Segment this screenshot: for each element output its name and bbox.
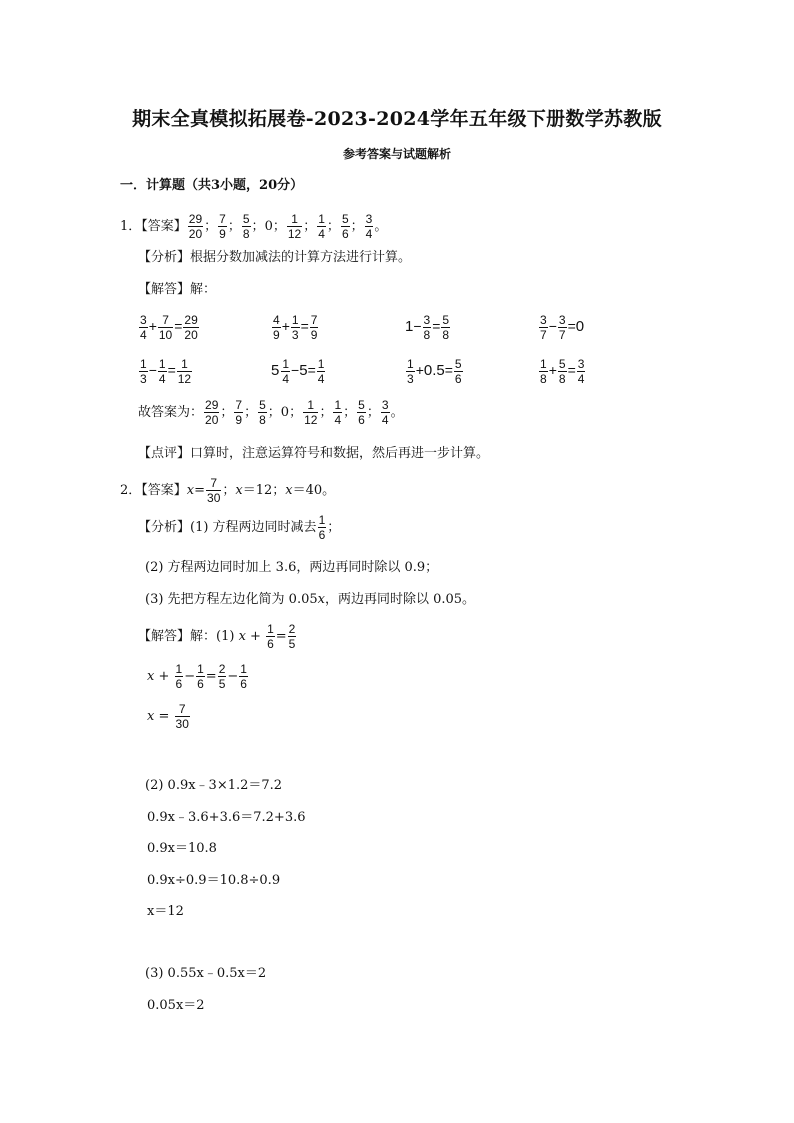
answer-fraction [303, 398, 318, 427]
numerator: 1 [175, 662, 183, 676]
numerator: 1 [317, 356, 325, 371]
answer-fraction [287, 212, 302, 241]
variable-x: x [147, 669, 155, 684]
q1-answer-line [120, 212, 387, 242]
variable-x: x [186, 483, 195, 498]
q1-analysis: 【分析】根据分数加减法的计算方法进行计算。 [138, 250, 412, 265]
denominator: 6 [197, 677, 204, 691]
numerator: 7 [235, 398, 243, 412]
numerator: 29 [188, 212, 203, 226]
q1-conclusion-label: 故答案为： [138, 405, 204, 420]
equals-sign: = [167, 362, 176, 378]
fraction [158, 357, 167, 386]
numerator: 7 [219, 212, 226, 226]
denominator: 8 [558, 371, 566, 386]
separator: ； [366, 405, 380, 420]
operator: − [148, 362, 157, 378]
separator: ； [326, 219, 340, 234]
numerator: 3 [423, 312, 431, 327]
equals-sign: = [307, 362, 316, 378]
numerator: 7 [206, 476, 221, 491]
numerator: 5 [242, 212, 250, 226]
numerator: 3 [140, 312, 147, 327]
numerator: 2 [288, 622, 296, 636]
answer-fraction [218, 212, 227, 241]
fraction [288, 622, 297, 651]
calc-equation [271, 310, 319, 342]
q2-answer-part-3: ＝40。 [292, 483, 336, 498]
number: 1 [405, 318, 414, 335]
calc-equation [405, 354, 464, 387]
variable-x: x [147, 709, 155, 724]
denominator: 4 [365, 227, 373, 241]
denominator: 3 [291, 327, 299, 342]
q2-solution-result: x = $\frac{7}{30}$ [147, 702, 189, 731]
denominator: 10 [158, 327, 173, 342]
operator: + [148, 318, 157, 334]
numerator: 5 [442, 312, 450, 327]
denominator: 4 [158, 371, 166, 386]
denominator: 9 [310, 327, 318, 342]
q1-answer-label: 1．【答案】 [120, 219, 187, 234]
separator: ； [251, 219, 265, 234]
q2-part3-line-2: 0.05x＝2 [147, 998, 205, 1013]
operator: − [413, 318, 422, 334]
calc-equation [138, 310, 200, 342]
fraction [558, 357, 567, 386]
operator: + [281, 318, 290, 334]
q2-part3-line-1: (3) 0.55x﹣0.5x＝2 [145, 966, 267, 981]
fraction [291, 313, 300, 342]
numerator: 5 [259, 398, 266, 412]
denominator: 20 [205, 413, 219, 427]
denominator: 6 [454, 371, 462, 386]
denominator: 4 [317, 371, 325, 386]
equals-sign: = [300, 318, 309, 334]
q2-solution-part-1-header: 【解答】解：(1) x + $\frac{1}{6}$ = $\frac{2}{5}$ [138, 622, 296, 651]
denominator: 4 [282, 371, 290, 386]
q1-comment: 【点评】口算时，注意运算符号和数据，然后再进一步计算。 [138, 446, 490, 461]
numerator: 5 [358, 398, 365, 412]
equals-sign: = [432, 318, 441, 334]
operator: + [415, 362, 424, 378]
denominator: 4 [318, 227, 325, 241]
page-title: 期末全真模拟拓展卷-2023-2024学年五年级下册数学苏教版 [132, 108, 662, 130]
denominator: 8 [259, 413, 266, 427]
number: 0.5 [423, 362, 445, 379]
mixed-number [271, 355, 291, 387]
numerator: 5 [341, 212, 349, 226]
numerator: 1 [140, 356, 147, 371]
denominator: 9 [219, 227, 226, 241]
q2-answer-fraction [206, 476, 221, 505]
q2-part2-line-3: 0.9x＝10.8 [147, 841, 217, 856]
q2-answer-part-2: ＝12； [242, 483, 286, 498]
numerator: 1 [407, 356, 414, 371]
denominator: 4 [334, 413, 342, 427]
separator: ； [244, 405, 258, 420]
numerator: 1 [282, 356, 290, 371]
numerator: 1 [318, 212, 325, 226]
fraction [196, 662, 205, 691]
separator: ； [289, 405, 303, 420]
denominator: 6 [267, 637, 274, 651]
separator: ； [350, 219, 364, 234]
calc-equation [538, 354, 586, 386]
denominator: 30 [207, 491, 221, 505]
numerator: 1 [287, 212, 302, 227]
answer-fraction [258, 398, 267, 427]
numerator: 3 [540, 312, 547, 327]
operator: − [291, 362, 300, 378]
fraction [310, 313, 319, 342]
fraction [406, 357, 415, 386]
denominator: 9 [235, 413, 243, 427]
numerator: 1 [291, 312, 299, 327]
q1-conclusion [138, 398, 404, 428]
numerator: 3 [558, 312, 566, 327]
equals-sign: = [567, 362, 576, 378]
denominator: 12 [287, 227, 302, 241]
answer-fraction [341, 212, 350, 241]
numerator: 1 [197, 662, 204, 676]
separator: ； [327, 520, 341, 535]
fraction [183, 313, 198, 342]
numerator: 3 [577, 356, 585, 371]
q2-analysis-1-text: 【分析】(1) 方程两边同时减去 [138, 520, 317, 535]
fraction [317, 357, 326, 386]
numerator: 7 [158, 313, 173, 328]
separator: ； [220, 405, 234, 420]
separator: ； [267, 405, 281, 420]
denominator: 5 [218, 677, 226, 691]
denominator: 4 [577, 371, 585, 386]
numerator: 3 [381, 398, 389, 412]
fraction [558, 313, 567, 342]
fraction [177, 357, 192, 386]
separator: ； [227, 219, 241, 234]
equals-sign: = [444, 362, 453, 378]
numerator: 4 [273, 312, 280, 327]
q2-part2-line-1: (2) 0.9x﹣3×1.2＝7.2 [145, 778, 283, 793]
fraction [158, 313, 173, 342]
fraction [539, 313, 548, 342]
fraction [266, 622, 275, 651]
separator: ； [272, 219, 286, 234]
q2-part2-line-4: 0.9x÷0.9＝10.8÷0.9 [147, 873, 281, 888]
q2-solution-label: 【解答】解：(1) [138, 629, 239, 644]
answer-fraction [381, 398, 390, 427]
denominator: 8 [442, 327, 450, 342]
q2-solution-step: x + $\frac{1}{6}$ − $\frac{1}{6}$ = $\frac{2}{5}$ − $\frac{1}{6}$ [147, 662, 247, 691]
separator: ； [222, 483, 236, 498]
numerator: 1 [540, 356, 547, 371]
answer-fraction [357, 398, 366, 427]
answer-value: 0 [280, 405, 290, 420]
denominator: 20 [188, 227, 203, 241]
denominator: 6 [341, 227, 349, 241]
section-heading: 一．计算题（共3小题，20分） [120, 178, 304, 193]
answer-fraction [365, 212, 374, 241]
fraction [272, 313, 281, 342]
denominator: 5 [288, 637, 296, 651]
calc-equation [271, 354, 326, 387]
q2-answer-line [120, 476, 335, 506]
fraction [441, 313, 450, 342]
variable-x: x [235, 483, 243, 498]
denominator: 8 [540, 371, 547, 386]
operator: + [548, 362, 557, 378]
calc-equation [138, 354, 193, 386]
numerator: 2 [218, 662, 226, 676]
fraction [239, 662, 248, 691]
denominator: 7 [558, 327, 566, 342]
page-subtitle: 参考答案与试题解析 [342, 147, 451, 161]
fraction [218, 662, 227, 691]
numerator: 3 [365, 212, 373, 226]
equals-sign: = [194, 483, 206, 498]
calc-equation [538, 310, 584, 343]
numerator: 5 [558, 356, 566, 371]
number: 5 [299, 362, 308, 379]
denominator: 7 [540, 327, 547, 342]
fraction [139, 313, 148, 342]
numerator: 1 [158, 356, 166, 371]
numerator: 29 [205, 398, 219, 412]
answer-fraction [242, 212, 251, 241]
q2-analysis-3-text: (3) 先把方程左边化简为 0.05 [145, 592, 318, 607]
fraction [423, 313, 432, 342]
fraction [454, 357, 463, 386]
answer-fraction [204, 398, 219, 427]
numerator: 1 [267, 622, 274, 636]
separator: ； [204, 219, 218, 234]
answer-fraction [317, 212, 326, 241]
q2-analysis-2: (2) 方程两边同时加上 3.6，两边再同时除以 0.9； [145, 560, 439, 575]
denominator: 6 [318, 528, 326, 542]
q2-answer-label: 2．【答案】 [120, 483, 187, 498]
denominator: 6 [358, 413, 365, 427]
denominator: 6 [240, 677, 247, 691]
fraction [539, 357, 548, 386]
q2-analysis-1 [138, 513, 340, 543]
operator: − [548, 318, 557, 334]
fraction [175, 702, 190, 731]
separator: ； [303, 219, 317, 234]
separator: ； [319, 405, 333, 420]
denominator: 30 [175, 717, 189, 731]
numerator: 7 [310, 312, 318, 327]
q1-answer-list [187, 212, 388, 241]
q2-analysis-3-end: ，两边再同时除以 0.05。 [324, 592, 476, 607]
equals-sign: = [567, 318, 576, 334]
variable-x: x [285, 483, 293, 498]
fraction [577, 357, 586, 386]
numerator: 1 [318, 513, 326, 527]
numerator: 1 [240, 662, 247, 676]
q2-part2-line-5: x＝12 [147, 904, 184, 919]
q2-analysis-3 [145, 592, 475, 608]
denominator: 8 [242, 227, 250, 241]
denominator: 3 [140, 371, 147, 386]
numerator: 1 [177, 357, 192, 372]
answer-value: 0 [264, 219, 273, 234]
denominator: 8 [423, 327, 431, 342]
denominator: 3 [407, 371, 414, 386]
denominator: 12 [177, 371, 192, 386]
answer-fraction [333, 398, 342, 427]
q2-analysis-fraction [318, 513, 327, 542]
q1-solution-label: 【解答】解： [138, 282, 217, 297]
q1-conclusion-list [203, 398, 404, 427]
numerator: 5 [454, 356, 462, 371]
separator: 。 [374, 219, 388, 234]
calc-equation [405, 310, 451, 343]
fraction [175, 662, 184, 691]
separator: ； [343, 405, 357, 420]
numerator: 7 [175, 702, 190, 717]
numerator: 29 [184, 312, 198, 327]
variable-x: x [317, 592, 325, 607]
whole-part: 5 [271, 362, 280, 379]
separator: 。 [390, 405, 404, 420]
numerator: 1 [303, 398, 318, 413]
denominator: 6 [175, 677, 183, 691]
fraction-part [281, 357, 290, 386]
denominator: 9 [273, 327, 280, 342]
q2-part2-line-2: 0.9x﹣3.6+3.6＝7.2+3.6 [147, 810, 306, 825]
denominator: 4 [381, 413, 389, 427]
variable-x: x [238, 629, 246, 644]
answer-fraction [234, 398, 243, 427]
number: 0 [575, 318, 585, 335]
denominator: 12 [304, 413, 318, 427]
denominator: 20 [184, 327, 198, 342]
answer-fraction [188, 212, 203, 241]
denominator: 4 [140, 327, 147, 342]
numerator: 1 [334, 398, 342, 412]
equals-sign: = [174, 318, 183, 334]
fraction [139, 357, 148, 386]
